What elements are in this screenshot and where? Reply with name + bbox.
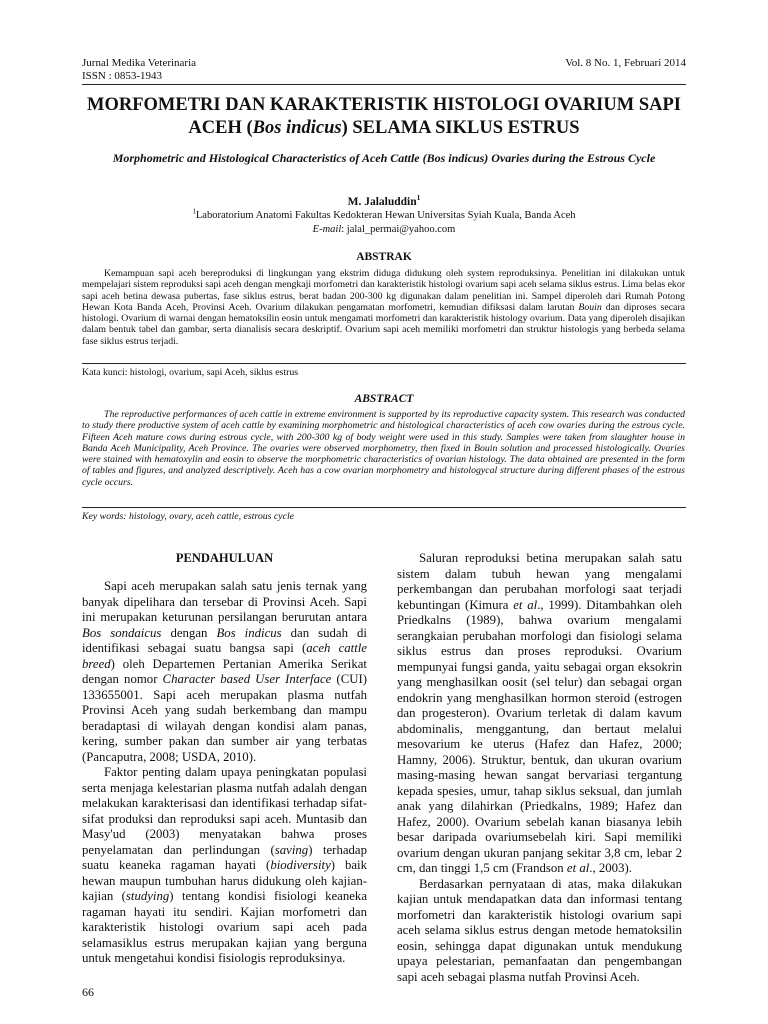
italic-text: et al [513, 597, 538, 612]
abstract-keywords: Key words: histology, ovary, aceh cattle, estrous cycle [82, 511, 295, 522]
italic-text: saving [274, 842, 309, 857]
email [60, 223, 708, 236]
paragraph [397, 551, 682, 877]
italic-text: studying [125, 889, 170, 903]
italic-text: Bos indicus [252, 118, 342, 138]
italic-text: Character based User Interface [162, 672, 332, 686]
affiliation [60, 209, 708, 222]
text-run: dan sudah di identifikasi sebagai suatu bangsa sapi ( [82, 625, 367, 655]
abstract-rule [82, 507, 686, 508]
abstract-heading: ABSTRACT [354, 393, 414, 405]
paper-subtitle: Morphometric and Histological Characteristics of Aceh Cattle (Bos indicus) Ovaries during the Estrous Cycle [112, 151, 656, 165]
right-column [397, 551, 682, 985]
text-run: dengan [161, 625, 217, 640]
text-run: : jalal_permai@yahoo.com [341, 224, 456, 235]
header-rule [82, 84, 686, 85]
italic-text: Bos sondaicus [82, 625, 162, 640]
left-column [82, 551, 367, 967]
issn: ISSN : 0853-1943 [82, 70, 163, 82]
abstract-body: The reproductive performances of aceh cattle in extreme environment is supported by its reproductive capacity system. This research was conducted to study there productive system of aceh cattle by examining morphometric and histological characteristics of aceh cow ovaries during the estrous cycle. Fifteen Aceh mature cows during estrous cycle, with 200-300 kg of body weight were used in this study. Samples were taken from slaughter house in Banda Aceh Municipality, Aceh Province. The ovaries were observed morphometry, then fixed in Bouin solution and processed histologically. Ovaries were stained with hematoxylin and eosin to observe the morphometric characteristics of ovarian histology. The data obtained are presented in the form of tables and figures, and analyzed descriptively. Aceh has a cow ovarian morphometry and histologycal structure during different phases of the estrous cycle occurs. [82, 409, 685, 488]
text-run: Kemampuan sapi aceh bereproduksi di lingkungan yang ekstrim diduga didukung oleh system reproduksinya. Penelitian ini dilakukan untuk mempelajari sistem reproduksi sapi aceh dengan mengkaji morfometri dan karakteristik histologi ovarium sapi aceh selama siklus estrus. Lima belas ekor sapi aceh betina dewasa pubertas, fase siklus estrus, berat badan 200-300 kg digunakan dalam penelitian ini. Sampel diperoleh dari Rumah Potong Hewan Kota Banda Aceh, Provinsi Aceh. Ovarium dilakukan pengamatan morfometri, kemudian difiksasi dalam larutan [82, 268, 685, 313]
right-column-paragraphs [397, 551, 682, 985]
superscript: 1 [416, 193, 421, 203]
text-run: Laboratorium Anatomi Fakultas Kedokteran Hewan Universitas Syiah Kuala, Banda Aceh [195, 210, 576, 221]
journal-name: Jurnal Medika Veterinaria [82, 57, 197, 69]
paragraph [82, 579, 367, 765]
section-heading-pendahuluan: PENDAHULUAN [175, 551, 274, 565]
volume-info: Vol. 8 No. 1, Februari 2014 [565, 57, 686, 69]
left-column-paragraphs [82, 579, 367, 967]
text-run: ) oleh Departemen Pertanian Amerika Serikat dengan nomor [82, 656, 367, 686]
paragraph [397, 877, 682, 986]
text-run: Sapi aceh merupakan salah satu jenis ternak yang banyak dipelihara dan tersebar di Provinsi Aceh. Sapi ini merupakan keturunan persilangan berurutan antara [82, 579, 367, 624]
abstrak-heading: ABSTRAK [356, 251, 412, 263]
text-run: Berdasarkan pernyataan di atas, maka dilakukan kajian untuk mendapatkan data dan informasi tentang morfometri dan karakteristik histologi ovarium sapi aceh selama siklus estrus dengan metode hematoksilin eosin, sehingga dapat digunakan untuk mendukung upaya pelestarian, pemanfaatan dan pengembangan sapi aceh sebagai plasma nutfah Provinsi Aceh. [397, 876, 682, 984]
page-number: 66 [82, 985, 94, 999]
text-run: ) terhadap suatu keaneka ragaman hayati ( [82, 842, 368, 872]
text-run: ) baik hewan maupun tumbuhan harus didukung oleh kajian-kajian ( [82, 858, 367, 903]
text-run: ) tentang kondisi fisiologi keaneka ragaman hayati itu sendiri. Kajian morfometri dan karakteristik histologi ovarium sapi aceh pada selamasiklus estrus merupakan kajian yang berguna untuk mengetahui kondisi fisiologis reproduksinya. [82, 889, 368, 965]
italic-text: E-mail [312, 224, 342, 235]
text-run: ., 2003). [589, 861, 632, 875]
text-run: ) SELAMA SIKLUS ESTRUS [341, 118, 580, 138]
text-run: Saluran reproduksi betina merupakan salah satu sistem dalam tubuh hewan yang mengalami perkembangan dan perubahan morfologi saat terjadi kebuntingan (Kimura [397, 551, 682, 612]
text-run: MORFOMETRI DAN KARAKTERISTIK HISTOLOGI OVARIUM SAPI ACEH ( [87, 95, 681, 138]
text-run: (CUI) 133655001. Sapi aceh merupakan plasma nutfah Provinsi Aceh yang sudah berkembang dan mampu beradaptasi di wilayah dengan kondisi alam panas, kering, sumber pakan dan sumber air yang terbatas (Pancaputra, 2008; USDA, 2010). [82, 672, 367, 764]
abstrak-rule [82, 363, 686, 364]
italic-text: Bouin [578, 301, 602, 313]
italic-text: biodiversity [270, 858, 331, 872]
text-run: ., 1999). Ditambahkan oleh Priedkalns (1989), bahwa ovarium mengalami serangkaian perubahan morfologi dan fisiologi selama siklus estrus dan proses reproduksi. Ovarium mempunyai fungsi ganda, yaitu sebagai organ eksokrin yang menghasilkan oosit (sel telur) dan sebagai organ endokrin yang menghasilkan hormon steroid (estrogen dan progesteron). Ovarium terletak di dalam kavum abdominalis, menggantung, dan bertaut melalui mesovarium ke uterus (Hafez dan Hafez, 2000; Hamny, 2006). Struktur, bentuk, dan ukuran ovarium masing-masing hewan sangat bervariasi tergantung kepada spesies, umur, tahap siklus seksual, dan jumlah anak yang dilahirkan (Priedkalns, 1989; Hafez dan Hafez, 2000). Ovarium sebelah kanan biasanya lebih besar daripada ovariumsebelah kiri. Sapi memiliki ovarium dengan ukuran panjang sekitar 3,8 cm, lebar 2 cm, dan tinggi 1,5 cm (Frandson [397, 597, 682, 875]
italic-text: Bos indicus [216, 625, 282, 640]
abstrak-keywords: Kata kunci: histologi, ovarium, sapi Aceh, siklus estrus [82, 367, 299, 378]
superscript: 1 [192, 208, 196, 216]
text-run: M. Jalaluddin [347, 196, 417, 208]
text-run: Faktor penting dalam upaya peningkatan populasi serta menjaga kelestarian plasma nutfah adalah dengan melakukan karakterisasi dan identifikasi terhadap sifat-sifat produksi dan reproduksi sapi aceh. Muntasib dan Masy'ud (2003) menyatakan bahwa proses penyelamatan dan perlindungan ( [82, 765, 367, 857]
italic-text: aceh cattle breed [82, 641, 367, 671]
paper-title [60, 94, 708, 140]
text-run: dan diproses secara histologi. Ovarium di warnai dengan hematoksilin eosin untuk mengamati morfometri dan karakteristik histology ovarium. Data yang diperoleh disajikan dalam bentuk tabel dan gambar, serta dianalisis secara deskriptif. Ovarium sapi aceh memiliki morfometri dan struktur histologis yang berbeda selama fase siklus estrus terjadi. [82, 301, 685, 347]
author [60, 193, 708, 209]
italic-text: et al [566, 861, 590, 875]
abstrak-body [82, 268, 685, 347]
paragraph [82, 765, 367, 967]
